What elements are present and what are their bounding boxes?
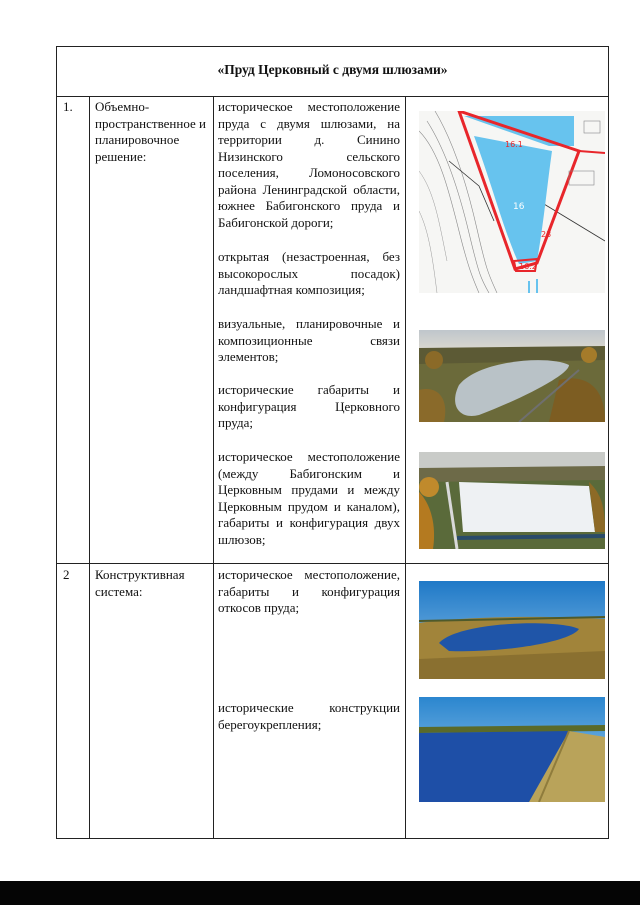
scan-edge-bar (0, 881, 640, 905)
row-category: Конструктивная система: (95, 567, 185, 599)
feature-item: открытая (незастроенная, без высокорослых посадок) ландшафтная композиция; (218, 249, 400, 297)
aerial-photo-pond-canal (419, 452, 605, 549)
feature-item: визуальные, планировочные и композиционные связи элементов; (218, 316, 400, 364)
table-title: «Пруд Церковный с двумя шлюзами» (217, 62, 448, 77)
col-divider (405, 96, 406, 838)
col-divider (213, 96, 214, 838)
map-label: 16.1 (505, 140, 523, 149)
feature-item: исторические габариты и конфигурация Церковного пруда; (218, 382, 400, 430)
heritage-table (56, 46, 609, 839)
site-plan-map (419, 111, 605, 293)
row-number: 2 (63, 567, 70, 582)
map-label: 16.2 (519, 262, 537, 271)
row-divider (57, 96, 608, 97)
row-category: Объемно-пространственное и планировочное решение: (95, 99, 206, 164)
feature-item: историческое местоположение, габариты и конфигурация откосов пруда; (218, 567, 400, 615)
map-label: 23 (541, 230, 552, 239)
row-number: 1. (63, 99, 73, 114)
row-divider (57, 563, 608, 564)
photo-pond-slopes (419, 581, 605, 679)
feature-item: историческое местоположение пруда с двумя шлюзами, на территории д. Синино Низинского сельского поселения, Ломоносовского района Ленинградской области, южнее Бабигонского пруда и Бабигонской дороги; (218, 99, 400, 230)
feature-item: историческое местоположение (между Бабигонским и Церковным прудами и между Церковным прудом и каналом), габариты и конфигурация двух шлюзов; (218, 449, 400, 547)
site-plan-svg (419, 111, 605, 293)
map-label: 16 (513, 202, 525, 212)
col-divider (89, 96, 90, 838)
photo-bank-reinforcement (419, 697, 605, 802)
feature-item: исторические конструкции берегоукрепления; (218, 700, 400, 732)
aerial-photo-autumn-pond (419, 330, 605, 422)
